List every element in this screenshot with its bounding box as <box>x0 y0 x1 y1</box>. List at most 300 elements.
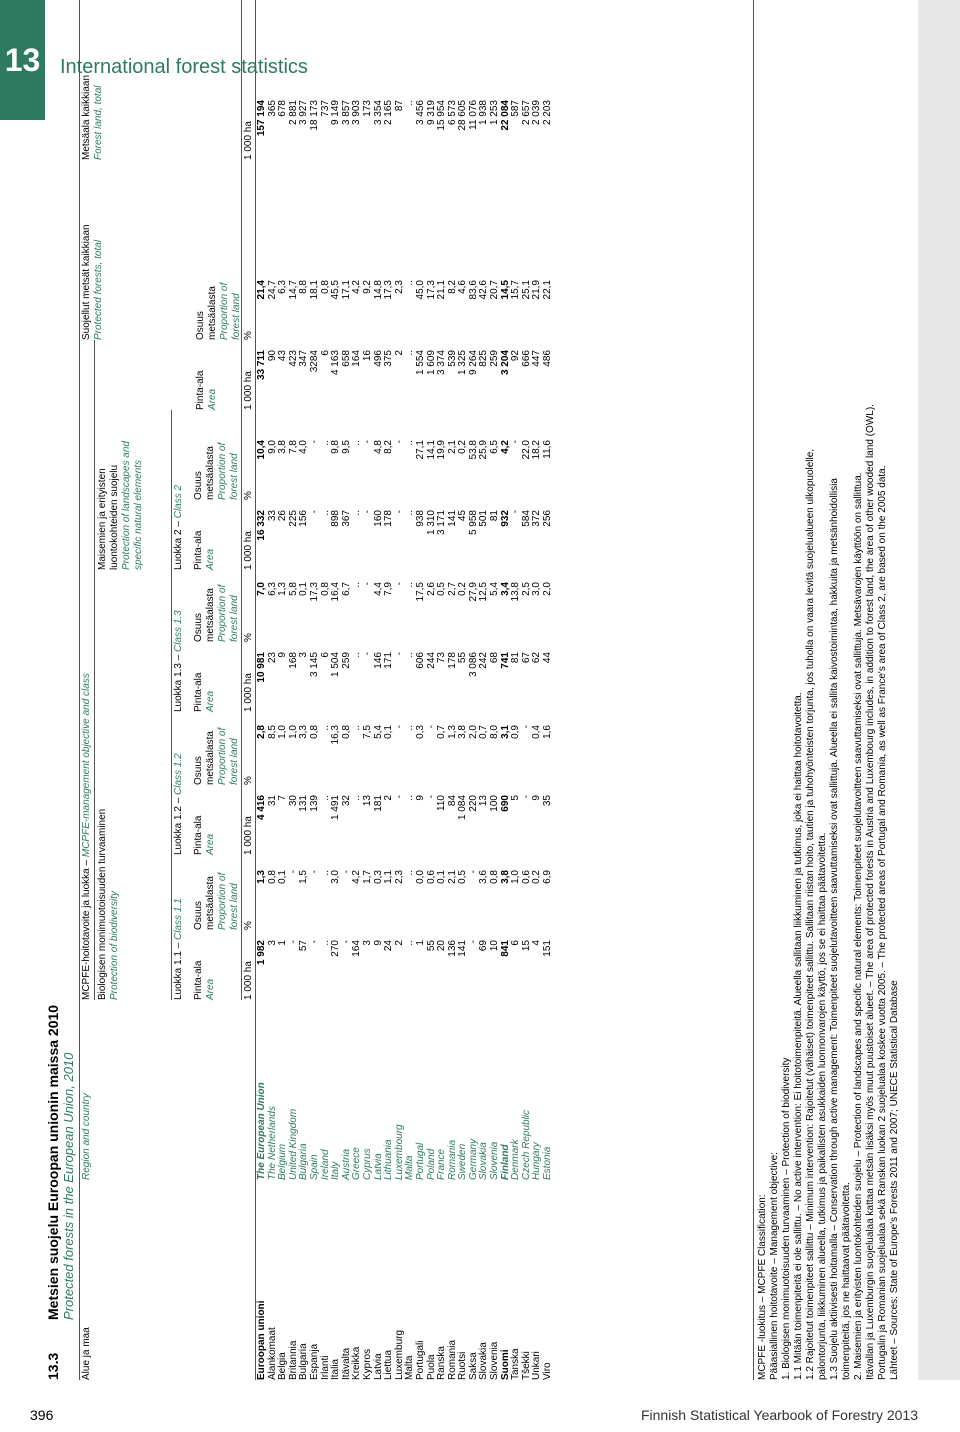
cell-value: .. <box>319 440 331 446</box>
cell-value: 33 711 <box>256 350 267 381</box>
cell-value: 24 <box>383 940 395 952</box>
rotated-table-block <box>45 0 945 1380</box>
share-en: Proportion of forest land <box>219 282 242 340</box>
cell-value: 666 <box>520 350 532 367</box>
cell-value: - <box>425 795 437 799</box>
cell-value: 220 <box>467 795 479 812</box>
country-fi: Tanska <box>510 1348 522 1380</box>
class12-header <box>173 753 185 855</box>
cell-value: 0,1 <box>277 870 289 884</box>
cell-value: 7,0 <box>256 582 267 596</box>
cell-value: 3 354 <box>372 100 384 126</box>
cell-value: 2,3 <box>393 280 405 294</box>
country-en: Portugal <box>414 1142 426 1180</box>
cell-value: .. <box>404 652 416 658</box>
table-number: 13.3 <box>45 1352 61 1380</box>
region-header-fi: Alue ja maa <box>81 1327 92 1380</box>
unit-label: % <box>243 776 254 785</box>
country-en: Austria <box>340 1148 352 1180</box>
cell-value: 1,3 <box>256 870 267 884</box>
cell-value: 270 <box>330 940 342 957</box>
mcpfe-header <box>81 673 93 1000</box>
country-en: Germany <box>467 1138 479 1180</box>
cell-value: 3,1 <box>499 725 511 739</box>
class11-header <box>173 898 185 1000</box>
cell-value: - <box>287 870 299 874</box>
cell-value: 6,3 <box>277 280 289 294</box>
cell-value: - <box>467 940 479 944</box>
area-en: Area <box>205 978 216 1000</box>
country-en: Cyprus <box>361 1148 373 1180</box>
cell-value: 16,4 <box>330 582 342 602</box>
cell-value: 146 <box>372 652 384 669</box>
table-title <box>45 1005 61 1380</box>
table-title-fi: Metsien suojelu Euroopan unionin maissa 2010 <box>45 1004 61 1320</box>
unit-label: % <box>243 633 254 642</box>
table-row <box>310 0 321 1380</box>
cell-value: 6,9 <box>542 870 554 884</box>
cell-value: 587 <box>510 100 522 117</box>
area-fi: Pinta-ala <box>193 960 204 1000</box>
country-en: The Netherlands <box>266 1106 278 1180</box>
country-en: Latvia <box>372 1153 384 1180</box>
cell-value: 35 <box>542 795 554 807</box>
cell-value: .. <box>404 100 416 106</box>
cell-value: 6 573 <box>446 100 458 126</box>
rule-bottom <box>753 0 754 1380</box>
cell-value: 30 <box>287 795 299 807</box>
country-en: Sweden <box>457 1143 469 1180</box>
cell-value: 53,8 <box>467 440 479 460</box>
rule-class <box>171 410 172 1000</box>
share-en: Proportion of forest land <box>217 584 240 642</box>
note-line: 1. Biologisen monimuotoisuuden turvaaminen – Protection of biodiversity <box>781 1057 792 1380</box>
unit-label: % <box>243 921 254 930</box>
country-fi: Unkari <box>531 1351 543 1380</box>
cell-value: 367 <box>340 510 352 527</box>
cell-value: - <box>361 652 373 656</box>
cell-value: 678 <box>277 100 289 117</box>
class11-fi: Luokka 1.1 – <box>173 942 184 1000</box>
cell-value: 139 <box>308 795 320 812</box>
unit-label: 1 000 ha <box>243 121 254 160</box>
cell-value: 141 <box>446 510 458 527</box>
country-en: Slovakia <box>478 1142 490 1180</box>
class2-en: Class 2 <box>173 484 184 519</box>
cell-value: 2,1 <box>446 440 458 454</box>
page-footer: Finnish Statistical Yearbook of Forestry 2013 <box>640 1407 918 1423</box>
area-subheader <box>193 531 217 570</box>
bio-header-fi: Biologisen monimuotoisuuden turvaaminen <box>97 808 108 1000</box>
cell-value: 0,1 <box>298 582 310 596</box>
forest-header <box>81 40 105 160</box>
unit-label: 1 000 ha <box>243 673 254 712</box>
country-fi: Kreikka <box>351 1346 363 1380</box>
cell-value: 486 <box>542 350 554 367</box>
country-fi: Espanja <box>308 1343 320 1380</box>
cell-value: 0,2 <box>457 582 469 596</box>
cell-value: - <box>425 725 437 729</box>
area-subheader <box>193 673 217 712</box>
cell-value: 256 <box>542 510 554 527</box>
cell-value: 3 <box>266 940 278 946</box>
area-subheader <box>193 816 217 855</box>
note-line: 1.3 Suojelu aktiivisesti hoitamalla – Conservation through active management: Toimenpiteet suojelutavoitteen saavuttamiseksi ovat sallittuja. Alueella ei sallita kaivostoimintaa, hakkuita ja metsänhoidollisia <box>829 478 840 1380</box>
cell-value: .. <box>404 582 416 588</box>
note-line: toimenpiteitä, jos ne haittaavat päätavoitetta. <box>841 1182 852 1380</box>
cell-value: 259 <box>340 652 352 669</box>
cell-value: 32 <box>340 795 352 807</box>
share-en: Proportion of forest land <box>217 442 240 500</box>
cell-value: 45,5 <box>330 280 342 300</box>
cell-value: 6,5 <box>489 440 501 454</box>
bio-header <box>97 809 121 1000</box>
cell-value: .. <box>351 582 363 588</box>
cell-value: 0,3 <box>414 725 426 739</box>
cell-value: 110 <box>436 795 448 811</box>
cell-value: 27,9 <box>467 582 479 602</box>
share-subheader <box>193 428 241 500</box>
note-line: 2. Maisemien ja erityisten luontokohteiden suojelu – Protection of landscapes and specific natural elements: Toimenpiteet suojelutavoitteen saavuttamiseksi ovat sallittuja. Metsävarojen käyttöön on sallittua. <box>853 472 864 1380</box>
cell-value: 0,5 <box>457 870 469 884</box>
cell-value: 25,1 <box>520 280 532 300</box>
cell-value: 14,5 <box>499 280 511 300</box>
country-en: Estonia <box>542 1146 554 1180</box>
cell-value: 0,0 <box>414 870 426 884</box>
cell-value: 100 <box>489 795 501 812</box>
cell-value: 9 149 <box>330 100 342 126</box>
cell-value: 45,0 <box>414 280 426 300</box>
cell-value: 259 <box>489 350 501 367</box>
cell-value: 73 <box>436 652 448 664</box>
cell-value: .. <box>319 870 331 876</box>
rule-top <box>79 0 80 1380</box>
cell-value: 25,9 <box>478 440 490 460</box>
cell-value: - <box>308 940 320 944</box>
note-line: Pääasiallinen hoitotavoite – Management objective: <box>769 1152 780 1380</box>
cell-value: - <box>393 652 405 656</box>
cell-value: 1 084 <box>457 795 469 821</box>
share-fi: Osuus metsäalasta <box>195 286 218 340</box>
cell-value: 44 <box>542 652 554 664</box>
cell-value: 938 <box>414 510 426 527</box>
cell-value: 0,7 <box>478 725 490 739</box>
cell-value: 81 <box>510 652 522 664</box>
cell-value: 658 <box>340 350 352 367</box>
class2-fi: Luokka 2 – <box>173 521 184 570</box>
country-fi: Ranska <box>436 1346 448 1380</box>
prot-header-en: Protected forests, total <box>93 239 104 340</box>
cell-value: 7,5 <box>361 725 373 739</box>
cell-value: 0,9 <box>510 725 522 739</box>
country-fi: Saksa <box>467 1352 479 1380</box>
class11-en: Class 1.1 <box>173 898 184 940</box>
cell-value: 5,4 <box>372 725 384 739</box>
cell-value: 22,0 <box>520 440 532 460</box>
cell-value: 0,8 <box>266 870 278 884</box>
cell-value: .. <box>351 725 363 731</box>
cell-value: 18,1 <box>308 280 320 300</box>
country-fi: Itävalta <box>340 1347 352 1380</box>
cell-value: 0,7 <box>436 725 448 739</box>
cell-value: 81 <box>489 510 501 522</box>
cell-value: .. <box>351 652 363 658</box>
cell-value: - <box>308 510 320 514</box>
cell-value: 43 <box>277 350 289 362</box>
rule-mcpfe <box>94 340 95 1000</box>
cell-value: 690 <box>499 795 511 812</box>
cell-value: - <box>361 510 373 514</box>
cell-value: 6 <box>510 940 522 946</box>
share-fi: Osuus metsäalasta <box>193 876 216 930</box>
cell-value: - <box>393 725 405 729</box>
cell-value: 13 <box>478 795 490 807</box>
country-en: Slovenia <box>489 1141 501 1180</box>
cell-value: .. <box>404 795 416 801</box>
cell-value: .. <box>404 725 416 731</box>
cell-value: 1 <box>414 940 426 946</box>
region-header-en-box <box>81 1093 93 1180</box>
cell-value: .. <box>404 510 416 516</box>
cell-value: - <box>393 440 405 444</box>
cell-value: 841 <box>499 940 511 957</box>
country-fi: Romania <box>446 1339 458 1380</box>
country-fi: Italia <box>330 1358 342 1380</box>
country-en: France <box>436 1148 448 1180</box>
cell-value: 1,0 <box>510 870 522 884</box>
cell-value: 0,4 <box>531 725 543 739</box>
cell-value: 2 <box>383 795 395 801</box>
share-subheader <box>193 858 241 930</box>
cell-value: 31 <box>266 795 278 807</box>
cell-value: 173 <box>361 100 373 117</box>
class12-fi: Luokka 1.2 – <box>173 797 184 855</box>
cell-value: 3 857 <box>340 100 352 126</box>
cell-value: 16,3 <box>330 725 342 745</box>
share-fi: Osuus metsäalasta <box>193 731 216 785</box>
cell-value: 68 <box>489 652 501 664</box>
cell-value: 1 <box>277 940 289 946</box>
cell-value: 178 <box>383 510 395 527</box>
cell-value: 0,6 <box>425 870 437 884</box>
mcpfe-header-en: MCPFE-management objective and class <box>81 673 92 858</box>
cell-value: 3 903 <box>351 100 363 126</box>
land-header <box>97 410 145 570</box>
cell-value: 2,7 <box>446 582 458 596</box>
cell-value: - <box>510 440 522 444</box>
cell-value: 1 491 <box>330 795 342 821</box>
cell-value: 14,1 <box>425 440 437 460</box>
cell-value: 1,7 <box>361 870 373 884</box>
cell-value: 9,0 <box>266 440 278 454</box>
cell-value: 2,0 <box>542 582 554 596</box>
cell-value: 3 145 <box>308 652 320 678</box>
cell-value: 9 <box>277 652 289 658</box>
chapter-number: 13 <box>4 41 41 78</box>
cell-value: .. <box>319 725 331 731</box>
unit-label: % <box>243 331 254 340</box>
cell-value: 33 <box>266 510 278 522</box>
cell-value: 16 <box>361 350 373 362</box>
cell-value: 57 <box>298 940 310 952</box>
cell-value: 737 <box>319 100 331 117</box>
area-subheader <box>193 961 217 1000</box>
cell-value: 164 <box>351 350 363 367</box>
cell-value: 87 <box>393 100 405 112</box>
table-row <box>543 0 554 1380</box>
share-fi: Osuus metsäalasta <box>193 446 216 500</box>
area-subheader <box>195 371 219 410</box>
cell-value: 244 <box>425 652 437 669</box>
country-en: Lithuania <box>383 1139 395 1180</box>
cell-value: 0,8 <box>319 582 331 596</box>
cell-value: 5 <box>510 795 522 801</box>
cell-value: 22,1 <box>542 280 554 300</box>
share-subheader <box>195 268 243 340</box>
cell-value: 7 <box>277 795 289 801</box>
cell-value: 156 <box>298 510 310 527</box>
cell-value: 3,0 <box>330 870 342 884</box>
cell-value: 347 <box>298 350 310 367</box>
cell-value: 584 <box>520 510 532 527</box>
cell-value: 0,3 <box>372 870 384 884</box>
cell-value: 3 374 <box>436 350 448 376</box>
cell-value: 0,6 <box>520 870 532 884</box>
cell-value: 1 938 <box>478 100 490 126</box>
cell-value: 15,7 <box>510 280 522 300</box>
cell-value: 539 <box>446 350 458 367</box>
country-en: Czech Republic <box>520 1109 532 1180</box>
cell-value: 21,9 <box>531 280 543 300</box>
cell-value: 11 076 <box>467 100 479 130</box>
cell-value: 3 171 <box>436 510 448 536</box>
unit-label: 1 000 ha <box>243 961 254 1000</box>
cell-value: 0,8 <box>340 725 352 739</box>
cell-value: 157 194 <box>256 100 267 137</box>
cell-value: .. <box>404 350 416 356</box>
cell-value: 2,5 <box>520 582 532 596</box>
cell-value: 17,3 <box>308 582 320 602</box>
cell-value: 3,0 <box>531 582 543 596</box>
cell-value: 4,6 <box>457 280 469 294</box>
cell-value: 168 <box>287 652 299 669</box>
cell-value: 178 <box>446 652 458 669</box>
cell-value: 10,4 <box>256 440 267 460</box>
cell-value: 9,2 <box>361 280 373 294</box>
country-fi: Liettua <box>383 1349 395 1380</box>
cell-value: 225 <box>287 510 299 527</box>
cell-value: 17,1 <box>340 280 352 300</box>
land-header-fi: Maisemien ja erityisten luontokohteiden suojelu <box>97 464 120 570</box>
cell-value: 14,8 <box>372 280 384 300</box>
area-fi: Pinta-ala <box>193 530 204 570</box>
cell-value: 3,8 <box>457 725 469 739</box>
cell-value: .. <box>351 795 363 801</box>
cell-value: 1 310 <box>425 510 437 536</box>
cell-value: 1,0 <box>277 725 289 739</box>
note-line: palontorjunta, liikkuminen alueella, tutkimus ja paikallisten asukkaiden luonnonvarojen käyttö, jos se ei haittaa päätavoitetta. <box>817 832 828 1380</box>
cell-value: .. <box>404 940 416 946</box>
page-number: 396 <box>30 1407 54 1423</box>
cell-value: 0,1 <box>383 725 395 739</box>
cell-value: .. <box>404 870 416 876</box>
country-en: The European Union <box>256 1082 267 1180</box>
cell-value: 5,8 <box>287 582 299 596</box>
cell-value: 4,4 <box>372 582 384 596</box>
cell-value: 3 <box>361 940 373 946</box>
cell-value: 2 881 <box>287 100 299 126</box>
cell-value: 21,4 <box>256 280 267 300</box>
cell-value: 496 <box>372 350 384 367</box>
cell-value: 8,8 <box>298 280 310 294</box>
table-row <box>363 0 374 1380</box>
cell-value: 17,3 <box>425 280 437 300</box>
country-fi: Puola <box>425 1354 437 1380</box>
cell-value: 11,6 <box>542 440 554 459</box>
cell-value: 6 <box>319 652 331 658</box>
cell-value: 181 <box>372 795 384 812</box>
cell-value: 151 <box>542 940 554 957</box>
cell-value: 2 165 <box>383 100 395 126</box>
cell-value: .. <box>404 440 416 446</box>
cell-value: 8,2 <box>446 280 458 294</box>
note-line: Portugalin ja Romanian suojelualaa sekä Ranskan luokan 2 suojelualaa koskee vuotta 2005. – The protected areas of Portugal and Romania, as well as France's area of Class 2, are based on the 2005 data. <box>877 465 888 1380</box>
country-en: United Kingdom <box>287 1108 299 1180</box>
cell-value: 21,1 <box>436 280 448 300</box>
cell-value: 22 084 <box>499 100 511 131</box>
cell-value: .. <box>351 440 363 446</box>
country-en: Luxembourg <box>393 1124 405 1180</box>
country-en: Belgium <box>277 1143 289 1180</box>
cell-value: 2,3 <box>393 870 405 884</box>
table-notes <box>757 0 901 1380</box>
country-fi: Euroopan unioni <box>256 1300 267 1380</box>
cell-value: 20,7 <box>489 280 501 300</box>
unit-label: 1 000 ha <box>243 531 254 570</box>
note-line: Itävallan ja Luxemburgin suojelualaa kattaa metsän lisäksi myös muut puustoiset alueet. – The area of protected forests in Austria and Luxembourg includes, in addition to forest land, the area of other wooded land (OWL). <box>865 404 876 1380</box>
area-en: Area <box>205 690 216 712</box>
cell-value: 3 <box>298 652 310 658</box>
unit-label: % <box>243 491 254 500</box>
forest-header-fi: Metsäala kaikkiaan <box>81 74 92 160</box>
cell-value: 5,4 <box>489 582 501 596</box>
country-fi: Slovakia <box>478 1342 490 1380</box>
area-fi: Pinta-ala <box>193 815 204 855</box>
cell-value: 67 <box>520 652 532 664</box>
cell-value: 26 <box>277 510 289 522</box>
cell-value: 9,8 <box>330 440 342 454</box>
rule-units-top <box>241 0 242 1000</box>
cell-value: 20 <box>436 940 448 952</box>
cell-value: 4,0 <box>298 440 310 454</box>
country-en: Italy <box>330 1161 342 1180</box>
cell-value: 69 <box>478 940 490 952</box>
forest-header-en: Forest land, total <box>93 85 104 160</box>
cell-value: 9 264 <box>467 350 479 376</box>
cell-value: 898 <box>330 510 342 527</box>
cell-value: 9 319 <box>425 100 437 126</box>
cell-value: 2 039 <box>531 100 543 126</box>
cell-value: .. <box>319 510 331 516</box>
cell-value: 131 <box>298 795 310 812</box>
cell-value: - <box>393 582 405 586</box>
cell-value: 0,8 <box>308 725 320 739</box>
cell-value: 825 <box>478 350 490 367</box>
cell-value: 13,8 <box>510 582 522 602</box>
cell-value: 423 <box>287 350 299 367</box>
cell-value: - <box>510 510 522 514</box>
cell-value: 606 <box>414 652 426 669</box>
